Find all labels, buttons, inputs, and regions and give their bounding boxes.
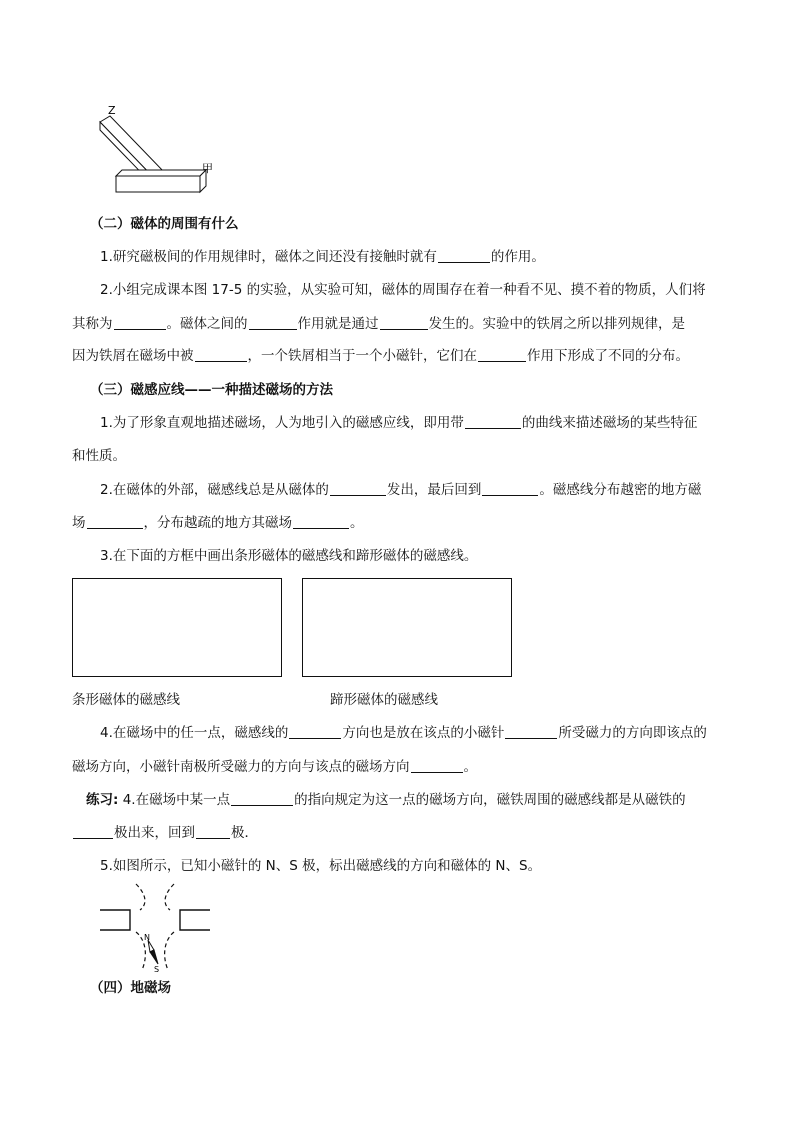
text: 极出来，回到 [114,825,195,841]
magnet-jia-front-face [116,176,200,192]
practice-line1 [86,790,746,810]
s2-p2-line2 [72,314,732,334]
text: 。 [463,759,477,775]
text: 1.为了形象直观地描述磁场，人为地引入的磁感应线，即用带 [100,415,464,431]
blank[interactable] [293,514,349,529]
s3-p1-line2 [72,446,732,466]
drawing-box-bar-magnet[interactable] [72,578,282,677]
text: 的曲线来描述磁场的某些特征 [521,415,698,431]
s3-p4-line2 [72,757,732,777]
text: 。磁体之间的 [166,316,248,332]
text: 。 [350,515,364,531]
s3-p4-line1 [100,723,760,743]
text: 作用就是通过 [297,316,379,332]
blank[interactable] [87,514,143,529]
blank[interactable] [330,481,386,496]
blank[interactable] [73,824,113,839]
s3-p5: 5.如图所示，已知小磁针的 N、S 极，标出磁感线的方向和磁体的 N、S。 [100,858,542,874]
text: 发生的。实验中的铁屑之所以排列规律，是 [428,316,685,332]
label-z: Z [108,104,116,117]
needle-label-s: S [154,965,160,972]
blank[interactable] [465,414,521,429]
text: 1.研究磁极间的作用规律时，磁体之间还没有接触时就有 [100,249,437,265]
text: 和性质。 [72,448,126,464]
s3-p1-line1 [100,413,760,433]
text: 其称为 [72,316,113,332]
text: ，一个铁屑相当于一个小磁针，它们在 [247,348,477,364]
text: 磁场方向，小磁针南极所受磁力的方向与该点的磁场方向 [72,759,410,775]
caption-bar-magnet: 条形磁体的磁感线 [72,692,180,708]
field-line-left-top [136,884,145,910]
left-magnet-outline [100,910,130,930]
blank[interactable] [249,315,297,330]
text: 2.在磁体的外部，磁感线总是从磁体的 [100,482,329,498]
s3-p2-line1 [100,480,760,500]
field-line-right-bottom [165,932,174,970]
blank[interactable] [231,791,293,806]
s2-p2-line1 [100,280,760,300]
text: 因为铁屑在磁场中被 [72,348,194,364]
needle-label-n: N [144,933,150,942]
practice-label: 练习: [86,792,119,808]
text: 的指向规定为这一点的磁场方向，磁铁周围的磁感线都是从磁铁的 [294,792,686,808]
label-jia: 甲 [202,162,213,175]
drawing-box-horseshoe-magnet[interactable] [302,578,512,677]
magnet-figure-top [96,104,226,198]
text: 4.在磁场中某一点 [118,792,231,808]
compass-needle-south [150,950,158,964]
magnet-needle-figure [98,880,214,972]
field-line-right-top [165,884,174,910]
text: 的作用。 [490,249,545,265]
blank[interactable] [289,724,341,739]
text: ，分布越疏的地方其磁场 [143,515,292,531]
text: 2.小组完成课本图 17-5 的实验，从实验可知，磁体的周围存在着一种看不见、摸不着的物质，人们将 [100,282,706,298]
section3-heading: （三）磁感应线——一种描述磁场的方法 [90,382,333,398]
text: 场 [72,515,86,531]
text: 4.在磁场中的任一点，磁感线的 [100,725,289,741]
s2-p2-line3 [72,346,732,366]
text: 极． [231,825,258,841]
caption-horseshoe-magnet: 蹄形磁体的磁感线 [330,692,438,708]
text: 方向也是放在该点的小磁针 [342,725,505,741]
text: 所受磁力的方向即该点的 [558,725,707,741]
right-magnet-outline [180,910,210,930]
text: 发出，最后回到 [386,482,482,498]
s3-p2-line2 [72,513,732,533]
blank[interactable] [114,315,166,330]
section4-heading: （四）地磁场 [90,980,171,996]
blank[interactable] [195,347,247,362]
practice-line2 [72,823,732,843]
section2-heading: （二）磁体的周围有什么 [90,216,239,232]
blank[interactable] [380,315,428,330]
s3-p3: 3.在下面的方框中画出条形磁体的磁感线和蹄形磁体的磁感线。 [100,548,478,564]
blank[interactable] [196,824,230,839]
s2-p1 [100,247,760,267]
text: 。磁感线分布越密的地方磁 [539,482,702,498]
blank[interactable] [438,248,490,263]
blank[interactable] [482,481,538,496]
blank[interactable] [505,724,557,739]
blank[interactable] [478,347,526,362]
magnet-jia-top-face [116,170,206,176]
text: 作用下形成了不同的分布。 [527,348,689,364]
blank[interactable] [411,758,463,773]
